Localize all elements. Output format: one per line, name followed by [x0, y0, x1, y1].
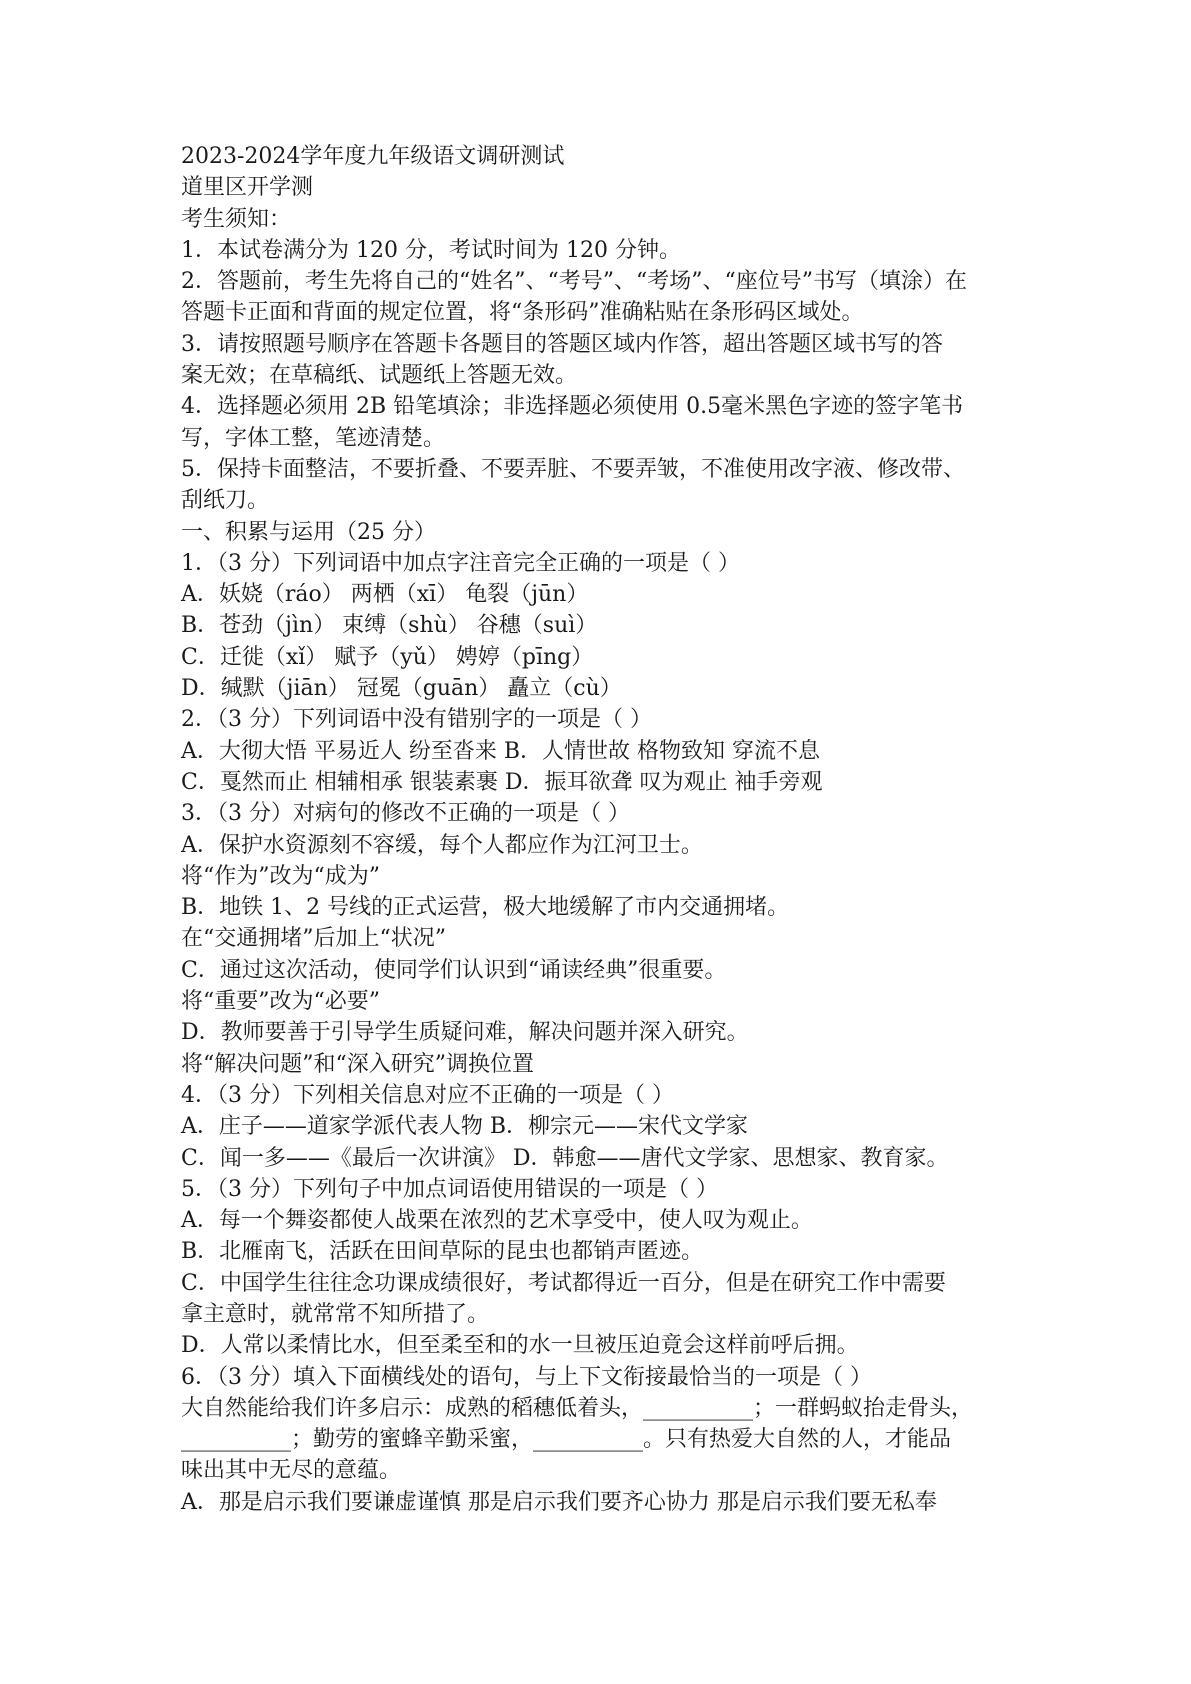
- question-passage: 大自然能给我们许多启示：成熟的稻穗低着头，__________；一群蚂蚁抬走骨头，: [181, 1395, 974, 1421]
- answer-option: A．保护水资源刻不容缓，每个人都应作为江河卫士。: [181, 832, 703, 858]
- exam-text-block: [181, 141, 1061, 1518]
- answer-option: C．通过这次活动，使同学们认识到“诵读经典”很重要。: [181, 957, 727, 983]
- notice-item: 案无效；在草稿纸、试题纸上答题无效。: [181, 363, 578, 389]
- answer-option: D．缄默（jiān） 冠冕（guān） 矗立（cù）: [181, 676, 622, 702]
- answer-option: D．教师要善于引导学生质疑问难，解决问题并深入研究。: [181, 1020, 749, 1046]
- question-stem: 3．（3 分）对病句的修改不正确的一项是（ ）: [181, 801, 630, 827]
- question-passage: 味出其中无尽的意蕴。: [181, 1458, 402, 1484]
- notice-item: 3．请按照题号顺序在答题卡各题目的答题区域内作答，超出答题区域书写的答: [181, 331, 943, 357]
- answer-option-detail: 将“解决问题”和“深入研究”调换位置: [181, 1051, 534, 1077]
- question-passage: __________；勤劳的蜜蜂辛勤采蜜，__________。只有热爱大自然的人，才能品: [181, 1427, 952, 1453]
- notice-item: 答题卡正面和背面的规定位置，将“条形码”准确粘贴在条形码区域处。: [181, 300, 864, 326]
- question-stem: 2．（3 分）下列词语中没有错别字的一项是（ ）: [181, 707, 652, 733]
- answer-option: C．迁徙（xǐ） 赋予（yǔ） 娉婷（pīng）: [181, 644, 594, 670]
- section-heading: 一、积累与运用（25 分）: [181, 519, 436, 545]
- notice-item: 4．选择题必须用 2B 铅笔填涂；非选择题必须使用 0.5毫米黑色字迹的签字笔书: [181, 394, 964, 420]
- answer-option-detail: 将“重要”改为“必要”: [181, 989, 380, 1015]
- notice-heading: 考生须知：: [181, 206, 292, 232]
- exam-title: 2023-2024学年度九年级语文调研测试: [181, 144, 565, 169]
- answer-option: B．地铁 1、2 号线的正式运营，极大地缓解了市内交通拥堵。: [181, 895, 790, 921]
- answer-option: C．中国学生往往念功课成绩很好，考试都得近一百分，但是在研究工作中需要: [181, 1270, 946, 1296]
- question-stem: 6．（3 分）填入下面横线处的语句，与上下文衔接最恰当的一项是（ ）: [181, 1364, 872, 1390]
- answer-option: A．庄子——道家学派代表人物 B．柳宗元——宋代文学家: [181, 1114, 749, 1140]
- answer-option: A．每一个舞姿都使人战栗在浓烈的艺术享受中，使人叹为观止。: [181, 1208, 813, 1234]
- question-stem: 4．（3 分）下列相关信息对应不正确的一项是（ ）: [181, 1082, 674, 1108]
- answer-option: B．北雁南飞，活跃在田间草际的昆虫也都销声匿迹。: [181, 1239, 704, 1265]
- answer-option: B．苍劲（jìn） 束缚（shù） 谷穗（suì）: [181, 613, 598, 639]
- answer-option: 拿主意时，就常常不知所措了。: [181, 1301, 490, 1327]
- exam-subtitle: 道里区开学测: [181, 175, 314, 201]
- answer-option: C．戛然而止 相辅相承 银装素裹 D．振耳欲聋 叹为观止 袖手旁观: [181, 769, 823, 795]
- notice-item: 1．本试卷满分为 120 分，考试时间为 120 分钟。: [181, 237, 681, 263]
- answer-option-detail: 在“交通拥堵”后加上“状况”: [181, 926, 446, 952]
- question-stem: 1．（3 分）下列词语中加点字注音完全正确的一项是（ ）: [181, 550, 740, 576]
- notice-item: 写，字体工整，笔迹清楚。: [181, 425, 446, 451]
- answer-option: A．妖娆（ráo） 两栖（xī） 龟裂（jūn）: [181, 582, 589, 608]
- question-stem: 5．（3 分）下列句子中加点词语使用错误的一项是（ ）: [181, 1176, 718, 1202]
- answer-option-detail: 将“作为”改为“成为”: [181, 863, 380, 889]
- notice-item: 2．答题前，考生先将自己的“姓名”、“考号”、“考场”、“座位号”书写（填涂）在: [181, 269, 967, 295]
- answer-option: A．那是启示我们要谦虚谨慎 那是启示我们要齐心协力 那是启示我们要无私奉: [181, 1489, 937, 1515]
- notice-item: 刮纸刀。: [181, 488, 270, 514]
- notice-item: 5．保持卡面整洁，不要折叠、不要弄脏、不要弄皱，不准使用改字液、修改带、: [181, 456, 965, 482]
- answer-option: C．闻一多——《最后一次讲演》 D．韩愈——唐代文学家、思想家、教育家。: [181, 1145, 949, 1171]
- answer-option: D．人常以柔情比水，但至柔至和的水一旦被压迫竟会这样前呼后拥。: [181, 1333, 859, 1359]
- answer-option: A．大彻大悟 平易近人 纷至沓来 B．人情世故 格物致知 穿流不息: [181, 738, 821, 764]
